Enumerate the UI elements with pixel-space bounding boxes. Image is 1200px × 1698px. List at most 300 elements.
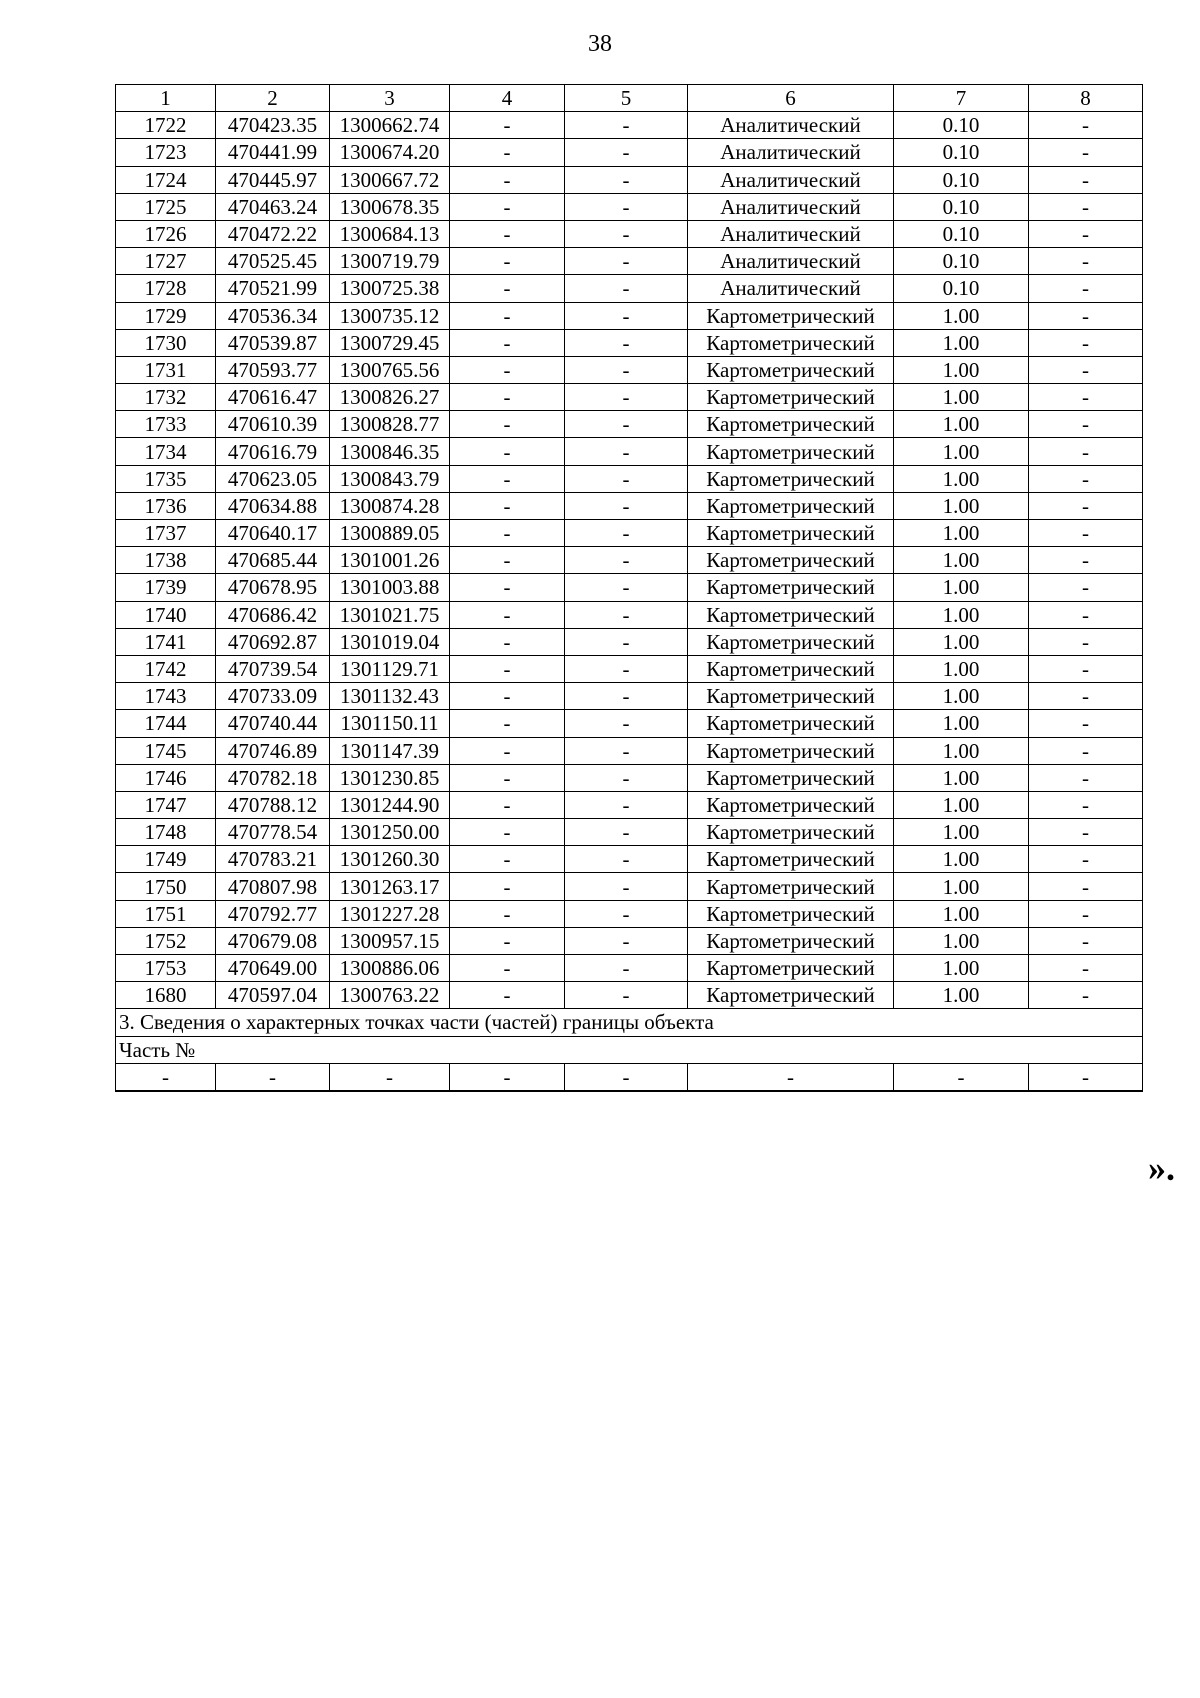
- table-cell: -: [1029, 547, 1143, 574]
- table-cell: 0.10: [894, 112, 1029, 139]
- table-cell: -: [1029, 302, 1143, 329]
- table-cell: -: [450, 139, 565, 166]
- table-cell: Картометрический: [688, 520, 894, 547]
- table-cell: -: [1029, 520, 1143, 547]
- table-cell: -: [1029, 737, 1143, 764]
- table-cell: -: [565, 982, 688, 1009]
- table-cell: -: [1029, 683, 1143, 710]
- table-cell: -: [1029, 492, 1143, 519]
- table-cell: 1300735.12: [330, 302, 450, 329]
- table-cell: -: [565, 791, 688, 818]
- table-row: [116, 628, 1143, 655]
- table-cell: 0.10: [894, 166, 1029, 193]
- table-cell: 1.00: [894, 927, 1029, 954]
- table-cell: 470610.39: [216, 411, 330, 438]
- table-cell: 1735: [116, 465, 216, 492]
- table-cell: 1.00: [894, 411, 1029, 438]
- table-cell: 1.00: [894, 574, 1029, 601]
- header-cell: 8: [1029, 85, 1143, 112]
- table-cell: 1732: [116, 384, 216, 411]
- table-row: [116, 873, 1143, 900]
- table-cell: Картометрический: [688, 574, 894, 601]
- table-cell: 1.00: [894, 955, 1029, 982]
- table-cell: Аналитический: [688, 220, 894, 247]
- table-cell: -: [450, 764, 565, 791]
- table-cell: 0.10: [894, 193, 1029, 220]
- table-row: [116, 112, 1143, 139]
- table-cell: 1300684.13: [330, 220, 450, 247]
- table-cell: 1733: [116, 411, 216, 438]
- table-row: [116, 574, 1143, 601]
- table-cell: Картометрический: [688, 601, 894, 628]
- table-cell: -: [450, 655, 565, 682]
- table-cell: Картометрический: [688, 927, 894, 954]
- table-row: [116, 139, 1143, 166]
- header-cell: 7: [894, 85, 1029, 112]
- table-cell: Картометрический: [688, 873, 894, 900]
- table-cell: -: [565, 193, 688, 220]
- table-cell: -: [565, 275, 688, 302]
- table-cell: -: [1029, 764, 1143, 791]
- table-cell: Картометрический: [688, 411, 894, 438]
- table-cell: -: [565, 628, 688, 655]
- table-cell: 470536.34: [216, 302, 330, 329]
- table-cell: 470649.00: [216, 955, 330, 982]
- table-cell: 1726: [116, 220, 216, 247]
- table-row: [116, 384, 1143, 411]
- table-cell: 1725: [116, 193, 216, 220]
- table-cell: -: [1029, 982, 1143, 1009]
- table-cell: -: [450, 846, 565, 873]
- table-row: [116, 683, 1143, 710]
- table-cell: 1.00: [894, 982, 1029, 1009]
- table-cell: -: [565, 384, 688, 411]
- table-cell: -: [450, 248, 565, 275]
- table-cell: 1300719.79: [330, 248, 450, 275]
- header-row: [116, 85, 1143, 112]
- table-cell: 1300674.20: [330, 139, 450, 166]
- table-cell: 470521.99: [216, 275, 330, 302]
- header-cell: 2: [216, 85, 330, 112]
- table-row: [116, 710, 1143, 737]
- table-cell: 1301129.71: [330, 655, 450, 682]
- table-row: [116, 982, 1143, 1009]
- table-cell: 470807.98: [216, 873, 330, 900]
- table-row: [116, 955, 1143, 982]
- table-cell: -: [565, 737, 688, 764]
- table-cell: -: [565, 166, 688, 193]
- table-cell: 470423.35: [216, 112, 330, 139]
- table-cell: -: [450, 465, 565, 492]
- table-cell: -: [1029, 329, 1143, 356]
- part-label-row: [116, 1036, 1143, 1063]
- table-cell: -: [1029, 628, 1143, 655]
- page-number: 38: [588, 31, 612, 57]
- table-cell: 1.00: [894, 819, 1029, 846]
- table-cell: -: [1029, 139, 1143, 166]
- table-cell: 1.00: [894, 900, 1029, 927]
- table-cell: -: [565, 465, 688, 492]
- table-cell: 0.10: [894, 275, 1029, 302]
- table-cell: -: [565, 302, 688, 329]
- table-cell: -: [688, 1063, 894, 1091]
- table-cell: -: [450, 275, 565, 302]
- table-cell: 1300828.77: [330, 411, 450, 438]
- table-cell: 1.00: [894, 492, 1029, 519]
- table-cell: -: [1029, 927, 1143, 954]
- table-cell: 1734: [116, 438, 216, 465]
- table-cell: 1301132.43: [330, 683, 450, 710]
- table-cell: -: [1029, 356, 1143, 383]
- table-cell: -: [450, 710, 565, 737]
- table-cell: -: [1029, 166, 1143, 193]
- table-cell: -: [450, 819, 565, 846]
- table-cell: 1301021.75: [330, 601, 450, 628]
- table-cell: -: [565, 873, 688, 900]
- table-cell: 1301019.04: [330, 628, 450, 655]
- table-cell: 1300725.38: [330, 275, 450, 302]
- table-body: [116, 85, 1143, 1091]
- section-title-row: [116, 1009, 1143, 1036]
- table-cell: 470634.88: [216, 492, 330, 519]
- table-cell: 1300846.35: [330, 438, 450, 465]
- table-cell: 1.00: [894, 683, 1029, 710]
- table-cell: 1301230.85: [330, 764, 450, 791]
- table-cell: -: [1029, 655, 1143, 682]
- table-cell: -: [1029, 846, 1143, 873]
- table-cell: Картометрический: [688, 547, 894, 574]
- table-row: [116, 791, 1143, 818]
- table-cell: 470788.12: [216, 791, 330, 818]
- table-cell: -: [450, 955, 565, 982]
- table-cell: -: [894, 1063, 1029, 1091]
- table-cell: Картометрический: [688, 302, 894, 329]
- table-cell: -: [1029, 873, 1143, 900]
- section-title: 3. Сведения о характерных точках части (частей) границы объекта: [116, 1009, 1143, 1036]
- table-cell: Картометрический: [688, 329, 894, 356]
- table-cell: 1743: [116, 683, 216, 710]
- table-cell: -: [450, 112, 565, 139]
- table-cell: 1753: [116, 955, 216, 982]
- table-row: [116, 900, 1143, 927]
- table-cell: 1301003.88: [330, 574, 450, 601]
- table-cell: -: [450, 302, 565, 329]
- table-cell: -: [1029, 438, 1143, 465]
- table-cell: -: [565, 220, 688, 247]
- table-cell: -: [565, 927, 688, 954]
- table-cell: 1.00: [894, 628, 1029, 655]
- table-cell: -: [565, 329, 688, 356]
- table-cell: Картометрический: [688, 438, 894, 465]
- table-cell: Картометрический: [688, 737, 894, 764]
- table-cell: 1724: [116, 166, 216, 193]
- table-row: [116, 601, 1143, 628]
- table-cell: -: [565, 710, 688, 737]
- table-cell: -: [565, 955, 688, 982]
- header-cell: 3: [330, 85, 450, 112]
- table-cell: Картометрический: [688, 819, 894, 846]
- coordinates-table: [115, 84, 1143, 1092]
- table-cell: -: [450, 900, 565, 927]
- table-cell: -: [565, 411, 688, 438]
- table-cell: -: [565, 683, 688, 710]
- table-cell: -: [450, 492, 565, 519]
- table-cell: -: [450, 737, 565, 764]
- table-cell: Картометрический: [688, 683, 894, 710]
- table-cell: Аналитический: [688, 139, 894, 166]
- table-cell: -: [565, 819, 688, 846]
- table-cell: -: [450, 384, 565, 411]
- header-cell: 4: [450, 85, 565, 112]
- table-cell: 1.00: [894, 520, 1029, 547]
- table-cell: 470539.87: [216, 329, 330, 356]
- table-cell: 0.10: [894, 248, 1029, 275]
- table-cell: 470746.89: [216, 737, 330, 764]
- table-row: [116, 764, 1143, 791]
- table-cell: 1300826.27: [330, 384, 450, 411]
- table-cell: 1748: [116, 819, 216, 846]
- header-cell: 5: [565, 85, 688, 112]
- table-cell: 1.00: [894, 737, 1029, 764]
- table-cell: -: [450, 927, 565, 954]
- table-row: [116, 846, 1143, 873]
- table-cell: 470792.77: [216, 900, 330, 927]
- table-cell: 1300678.35: [330, 193, 450, 220]
- table-row: [116, 329, 1143, 356]
- table-cell: 470692.87: [216, 628, 330, 655]
- table-row: [116, 465, 1143, 492]
- table-cell: 470441.99: [216, 139, 330, 166]
- table-cell: Картометрический: [688, 900, 894, 927]
- table-cell: 1300889.05: [330, 520, 450, 547]
- table-cell: 1737: [116, 520, 216, 547]
- table-row: [116, 819, 1143, 846]
- table-cell: -: [1029, 193, 1143, 220]
- table-cell: 470616.79: [216, 438, 330, 465]
- table-cell: -: [450, 411, 565, 438]
- table-cell: Аналитический: [688, 112, 894, 139]
- table-cell: 1.00: [894, 710, 1029, 737]
- table-cell: 1300763.22: [330, 982, 450, 1009]
- table-cell: Картометрический: [688, 465, 894, 492]
- table-row: [116, 411, 1143, 438]
- table-row: [116, 193, 1143, 220]
- table-cell: 470778.54: [216, 819, 330, 846]
- table-cell: -: [1029, 710, 1143, 737]
- table-cell: 1746: [116, 764, 216, 791]
- table-cell: -: [565, 492, 688, 519]
- table-cell: 0.10: [894, 139, 1029, 166]
- table-row: [116, 737, 1143, 764]
- table-cell: 1301227.28: [330, 900, 450, 927]
- table-cell: 1301001.26: [330, 547, 450, 574]
- table-cell: 1729: [116, 302, 216, 329]
- table-cell: 1744: [116, 710, 216, 737]
- table-cell: 1.00: [894, 438, 1029, 465]
- table-cell: 1741: [116, 628, 216, 655]
- table-cell: 1301244.90: [330, 791, 450, 818]
- table-cell: -: [450, 791, 565, 818]
- table-cell: -: [450, 166, 565, 193]
- table-row: [116, 356, 1143, 383]
- table-cell: -: [450, 329, 565, 356]
- table-cell: -: [565, 764, 688, 791]
- table-cell: -: [565, 900, 688, 927]
- table-cell: 1.00: [894, 601, 1029, 628]
- table-cell: -: [450, 193, 565, 220]
- table-cell: 1.00: [894, 764, 1029, 791]
- table-cell: 470733.09: [216, 683, 330, 710]
- table-cell: 1.00: [894, 329, 1029, 356]
- table-cell: Картометрический: [688, 628, 894, 655]
- table-cell: 1.00: [894, 302, 1029, 329]
- table-cell: -: [116, 1063, 216, 1091]
- table-cell: 470463.24: [216, 193, 330, 220]
- table-cell: -: [450, 601, 565, 628]
- table-cell: 1300874.28: [330, 492, 450, 519]
- part-label: Часть №: [116, 1036, 1143, 1063]
- table-cell: 1.00: [894, 873, 1029, 900]
- table-cell: 1749: [116, 846, 216, 873]
- table-cell: 1722: [116, 112, 216, 139]
- table-cell: Картометрический: [688, 384, 894, 411]
- table-row: [116, 547, 1143, 574]
- table-cell: -: [565, 438, 688, 465]
- table-cell: 470686.42: [216, 601, 330, 628]
- table-row: [116, 520, 1143, 547]
- table-row: [116, 438, 1143, 465]
- table-cell: -: [565, 248, 688, 275]
- table-cell: -: [450, 438, 565, 465]
- table-cell: -: [450, 1063, 565, 1091]
- table-cell: 1747: [116, 791, 216, 818]
- table-cell: -: [1029, 900, 1143, 927]
- table-cell: 470597.04: [216, 982, 330, 1009]
- table-cell: 1738: [116, 547, 216, 574]
- table-row: [116, 248, 1143, 275]
- table-row: [116, 275, 1143, 302]
- table-cell: -: [1029, 275, 1143, 302]
- table-cell: 1750: [116, 873, 216, 900]
- table-cell: -: [216, 1063, 330, 1091]
- table-cell: -: [450, 547, 565, 574]
- table-cell: 470739.54: [216, 655, 330, 682]
- table-cell: -: [450, 356, 565, 383]
- table-cell: 1300843.79: [330, 465, 450, 492]
- table-cell: Картометрический: [688, 791, 894, 818]
- table-cell: 1.00: [894, 547, 1029, 574]
- header-cell: 1: [116, 85, 216, 112]
- table-cell: -: [565, 520, 688, 547]
- table-cell: 470678.95: [216, 574, 330, 601]
- table-cell: 470445.97: [216, 166, 330, 193]
- table-cell: -: [1029, 1063, 1143, 1091]
- table-cell: -: [565, 139, 688, 166]
- table-cell: 1.00: [894, 655, 1029, 682]
- table-cell: Картометрический: [688, 982, 894, 1009]
- table-row: [116, 655, 1143, 682]
- table-cell: Картометрический: [688, 492, 894, 519]
- table-cell: 470616.47: [216, 384, 330, 411]
- table-cell: 1301250.00: [330, 819, 450, 846]
- table-cell: Аналитический: [688, 275, 894, 302]
- table-cell: -: [565, 1063, 688, 1091]
- table-cell: 1.00: [894, 384, 1029, 411]
- table-cell: 1300729.45: [330, 329, 450, 356]
- table-cell: -: [1029, 248, 1143, 275]
- table-row: [116, 492, 1143, 519]
- table-cell: 470623.05: [216, 465, 330, 492]
- table-cell: 470679.08: [216, 927, 330, 954]
- table-cell: -: [565, 655, 688, 682]
- table-cell: 470740.44: [216, 710, 330, 737]
- table-cell: 1752: [116, 927, 216, 954]
- table-cell: 1723: [116, 139, 216, 166]
- table-cell: -: [565, 574, 688, 601]
- table-cell: -: [1029, 411, 1143, 438]
- table-cell: 1730: [116, 329, 216, 356]
- table-cell: 470685.44: [216, 547, 330, 574]
- table-cell: 1728: [116, 275, 216, 302]
- table-cell: Картометрический: [688, 846, 894, 873]
- table-cell: 1.00: [894, 846, 1029, 873]
- table-cell: -: [1029, 465, 1143, 492]
- table-cell: Картометрический: [688, 356, 894, 383]
- table-cell: 1300667.72: [330, 166, 450, 193]
- table-cell: Аналитический: [688, 166, 894, 193]
- table-cell: 470593.77: [216, 356, 330, 383]
- table-cell: 1.00: [894, 356, 1029, 383]
- table-row: [116, 927, 1143, 954]
- table-cell: 1745: [116, 737, 216, 764]
- table-cell: 1739: [116, 574, 216, 601]
- table-cell: -: [565, 601, 688, 628]
- table-cell: 1301147.39: [330, 737, 450, 764]
- table-cell: 1300886.06: [330, 955, 450, 982]
- table-row: [116, 302, 1143, 329]
- table-cell: 1731: [116, 356, 216, 383]
- table-cell: 1300662.74: [330, 112, 450, 139]
- table-cell: 470472.22: [216, 220, 330, 247]
- table-cell: -: [1029, 601, 1143, 628]
- table-cell: -: [1029, 955, 1143, 982]
- table-cell: -: [450, 873, 565, 900]
- table-cell: Аналитический: [688, 248, 894, 275]
- header-cell: 6: [688, 85, 894, 112]
- table-cell: 1751: [116, 900, 216, 927]
- table-cell: 1300765.56: [330, 356, 450, 383]
- table-cell: 1742: [116, 655, 216, 682]
- table-cell: -: [450, 574, 565, 601]
- table-cell: -: [565, 112, 688, 139]
- table-cell: 1301263.17: [330, 873, 450, 900]
- table-cell: 470525.45: [216, 248, 330, 275]
- table-cell: Аналитический: [688, 193, 894, 220]
- table-cell: Картометрический: [688, 710, 894, 737]
- table-cell: 1301260.30: [330, 846, 450, 873]
- table-cell: -: [1029, 819, 1143, 846]
- table-cell: 470782.18: [216, 764, 330, 791]
- table-cell: -: [330, 1063, 450, 1091]
- table-row: [116, 220, 1143, 247]
- table-cell: Картометрический: [688, 764, 894, 791]
- closing-quote-mark: ».: [1148, 1148, 1175, 1188]
- table-cell: 0.10: [894, 220, 1029, 247]
- table-cell: -: [1029, 791, 1143, 818]
- table-cell: -: [450, 628, 565, 655]
- table-cell: -: [565, 547, 688, 574]
- table-cell: -: [1029, 574, 1143, 601]
